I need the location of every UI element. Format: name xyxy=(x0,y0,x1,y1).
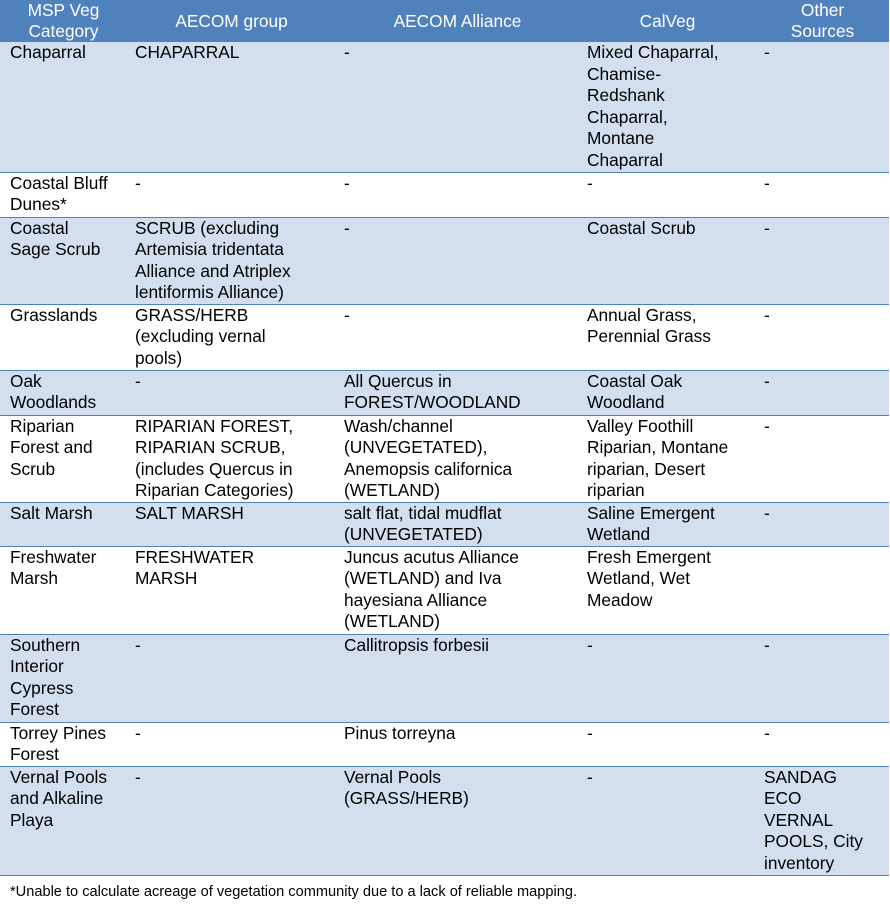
cell-aecom-alliance: Callitropsis forbesii xyxy=(336,634,579,722)
cell-aecom-alliance: - xyxy=(336,172,579,217)
cell-aecom-alliance: - xyxy=(336,217,579,304)
header-aecom-alliance: AECOM Alliance xyxy=(336,0,579,42)
cell-category: Grasslands xyxy=(0,304,127,370)
cell-aecom-alliance: salt flat, tidal mudflat (UNVEGETATED) xyxy=(336,502,579,546)
table-row xyxy=(0,415,889,502)
table-row xyxy=(0,172,889,217)
cell-calveg: Annual Grass, Perennial Grass xyxy=(579,304,756,370)
cell-category: Riparian Forest and Scrub xyxy=(0,415,127,502)
table-row xyxy=(0,304,889,370)
cell-other-sources: SANDAG ECO VERNAL POOLS, City inventory xyxy=(756,766,889,875)
table-row xyxy=(0,370,889,415)
cell-category: Vernal Pools and Alkaline Playa xyxy=(0,766,127,875)
cell-calveg: Saline Emergent Wetland xyxy=(579,502,756,546)
header-row xyxy=(0,0,889,42)
cell-other-sources xyxy=(756,546,889,634)
cell-aecom-group: - xyxy=(127,766,336,875)
cell-other-sources: - xyxy=(756,634,889,722)
cell-aecom-group: CHAPARRAL xyxy=(127,42,336,172)
table-row xyxy=(0,502,889,546)
cell-aecom-group: SCRUB (excluding Artemisia tridentata Alliance and Atriplex lentiformis Alliance) xyxy=(127,217,336,304)
cell-calveg: Fresh Emergent Wetland, Wet Meadow xyxy=(579,546,756,634)
cell-category: Southern Interior Cypress Forest xyxy=(0,634,127,722)
cell-calveg: - xyxy=(579,172,756,217)
cell-category: Oak Woodlands xyxy=(0,370,127,415)
cell-other-sources: - xyxy=(756,502,889,546)
cell-aecom-alliance: All Quercus in FOREST/WOODLAND xyxy=(336,370,579,415)
cell-aecom-alliance: - xyxy=(336,42,579,172)
table-footnote: *Unable to calculate acreage of vegetation community due to a lack of reliable mapping. xyxy=(10,884,578,900)
table-row xyxy=(0,42,889,172)
table-row xyxy=(0,766,889,875)
cell-aecom-alliance: Wash/channel (UNVEGETATED), Anemopsis californica (WETLAND) xyxy=(336,415,579,502)
cell-other-sources: - xyxy=(756,722,889,766)
table-row xyxy=(0,722,889,766)
cell-other-sources: - xyxy=(756,370,889,415)
cell-category: Salt Marsh xyxy=(0,502,127,546)
cell-calveg: - xyxy=(579,634,756,722)
cell-aecom-group: GRASS/HERB (excluding vernal pools) xyxy=(127,304,336,370)
cell-aecom-group: FRESHWATER MARSH xyxy=(127,546,336,634)
cell-aecom-alliance: Vernal Pools (GRASS/HERB) xyxy=(336,766,579,875)
cell-category: Freshwater Marsh xyxy=(0,546,127,634)
cell-category: Chaparral xyxy=(0,42,127,172)
cell-other-sources: - xyxy=(756,304,889,370)
header-msp-veg-category: MSP Veg Category xyxy=(0,0,127,42)
cell-category: Torrey Pines Forest xyxy=(0,722,127,766)
cell-other-sources: - xyxy=(756,415,889,502)
cell-calveg: Coastal Scrub xyxy=(579,217,756,304)
cell-category: Coastal Sage Scrub xyxy=(0,217,127,304)
cell-aecom-group: - xyxy=(127,172,336,217)
cell-aecom-group: - xyxy=(127,722,336,766)
cell-calveg: - xyxy=(579,766,756,875)
cell-calveg: Valley Foothill Riparian, Montane riparian, Desert riparian xyxy=(579,415,756,502)
cell-aecom-group: RIPARIAN FOREST, RIPARIAN SCRUB, (includes Quercus in Riparian Categories) xyxy=(127,415,336,502)
cell-category: Coastal Bluff Dunes* xyxy=(0,172,127,217)
cell-other-sources: - xyxy=(756,217,889,304)
header-other-sources: Other Sources xyxy=(756,0,889,42)
cell-calveg: Coastal Oak Woodland xyxy=(579,370,756,415)
cell-aecom-alliance: Pinus torreyna xyxy=(336,722,579,766)
cell-other-sources: - xyxy=(756,172,889,217)
cell-other-sources: - xyxy=(756,42,889,172)
cell-aecom-alliance: Juncus acutus Alliance (WETLAND) and Iva hayesiana Alliance (WETLAND) xyxy=(336,546,579,634)
header-aecom-group: AECOM group xyxy=(127,0,336,42)
header-calveg: CalVeg xyxy=(579,0,756,42)
cell-aecom-alliance: - xyxy=(336,304,579,370)
cell-aecom-group: - xyxy=(127,370,336,415)
cell-calveg: - xyxy=(579,722,756,766)
table-row xyxy=(0,546,889,634)
table-row xyxy=(0,217,889,304)
table-row xyxy=(0,634,889,722)
cell-aecom-group: - xyxy=(127,634,336,722)
cell-aecom-group: SALT MARSH xyxy=(127,502,336,546)
cell-calveg: Mixed Chaparral, Chamise- Redshank Chaparral, Montane Chaparral xyxy=(579,42,756,172)
